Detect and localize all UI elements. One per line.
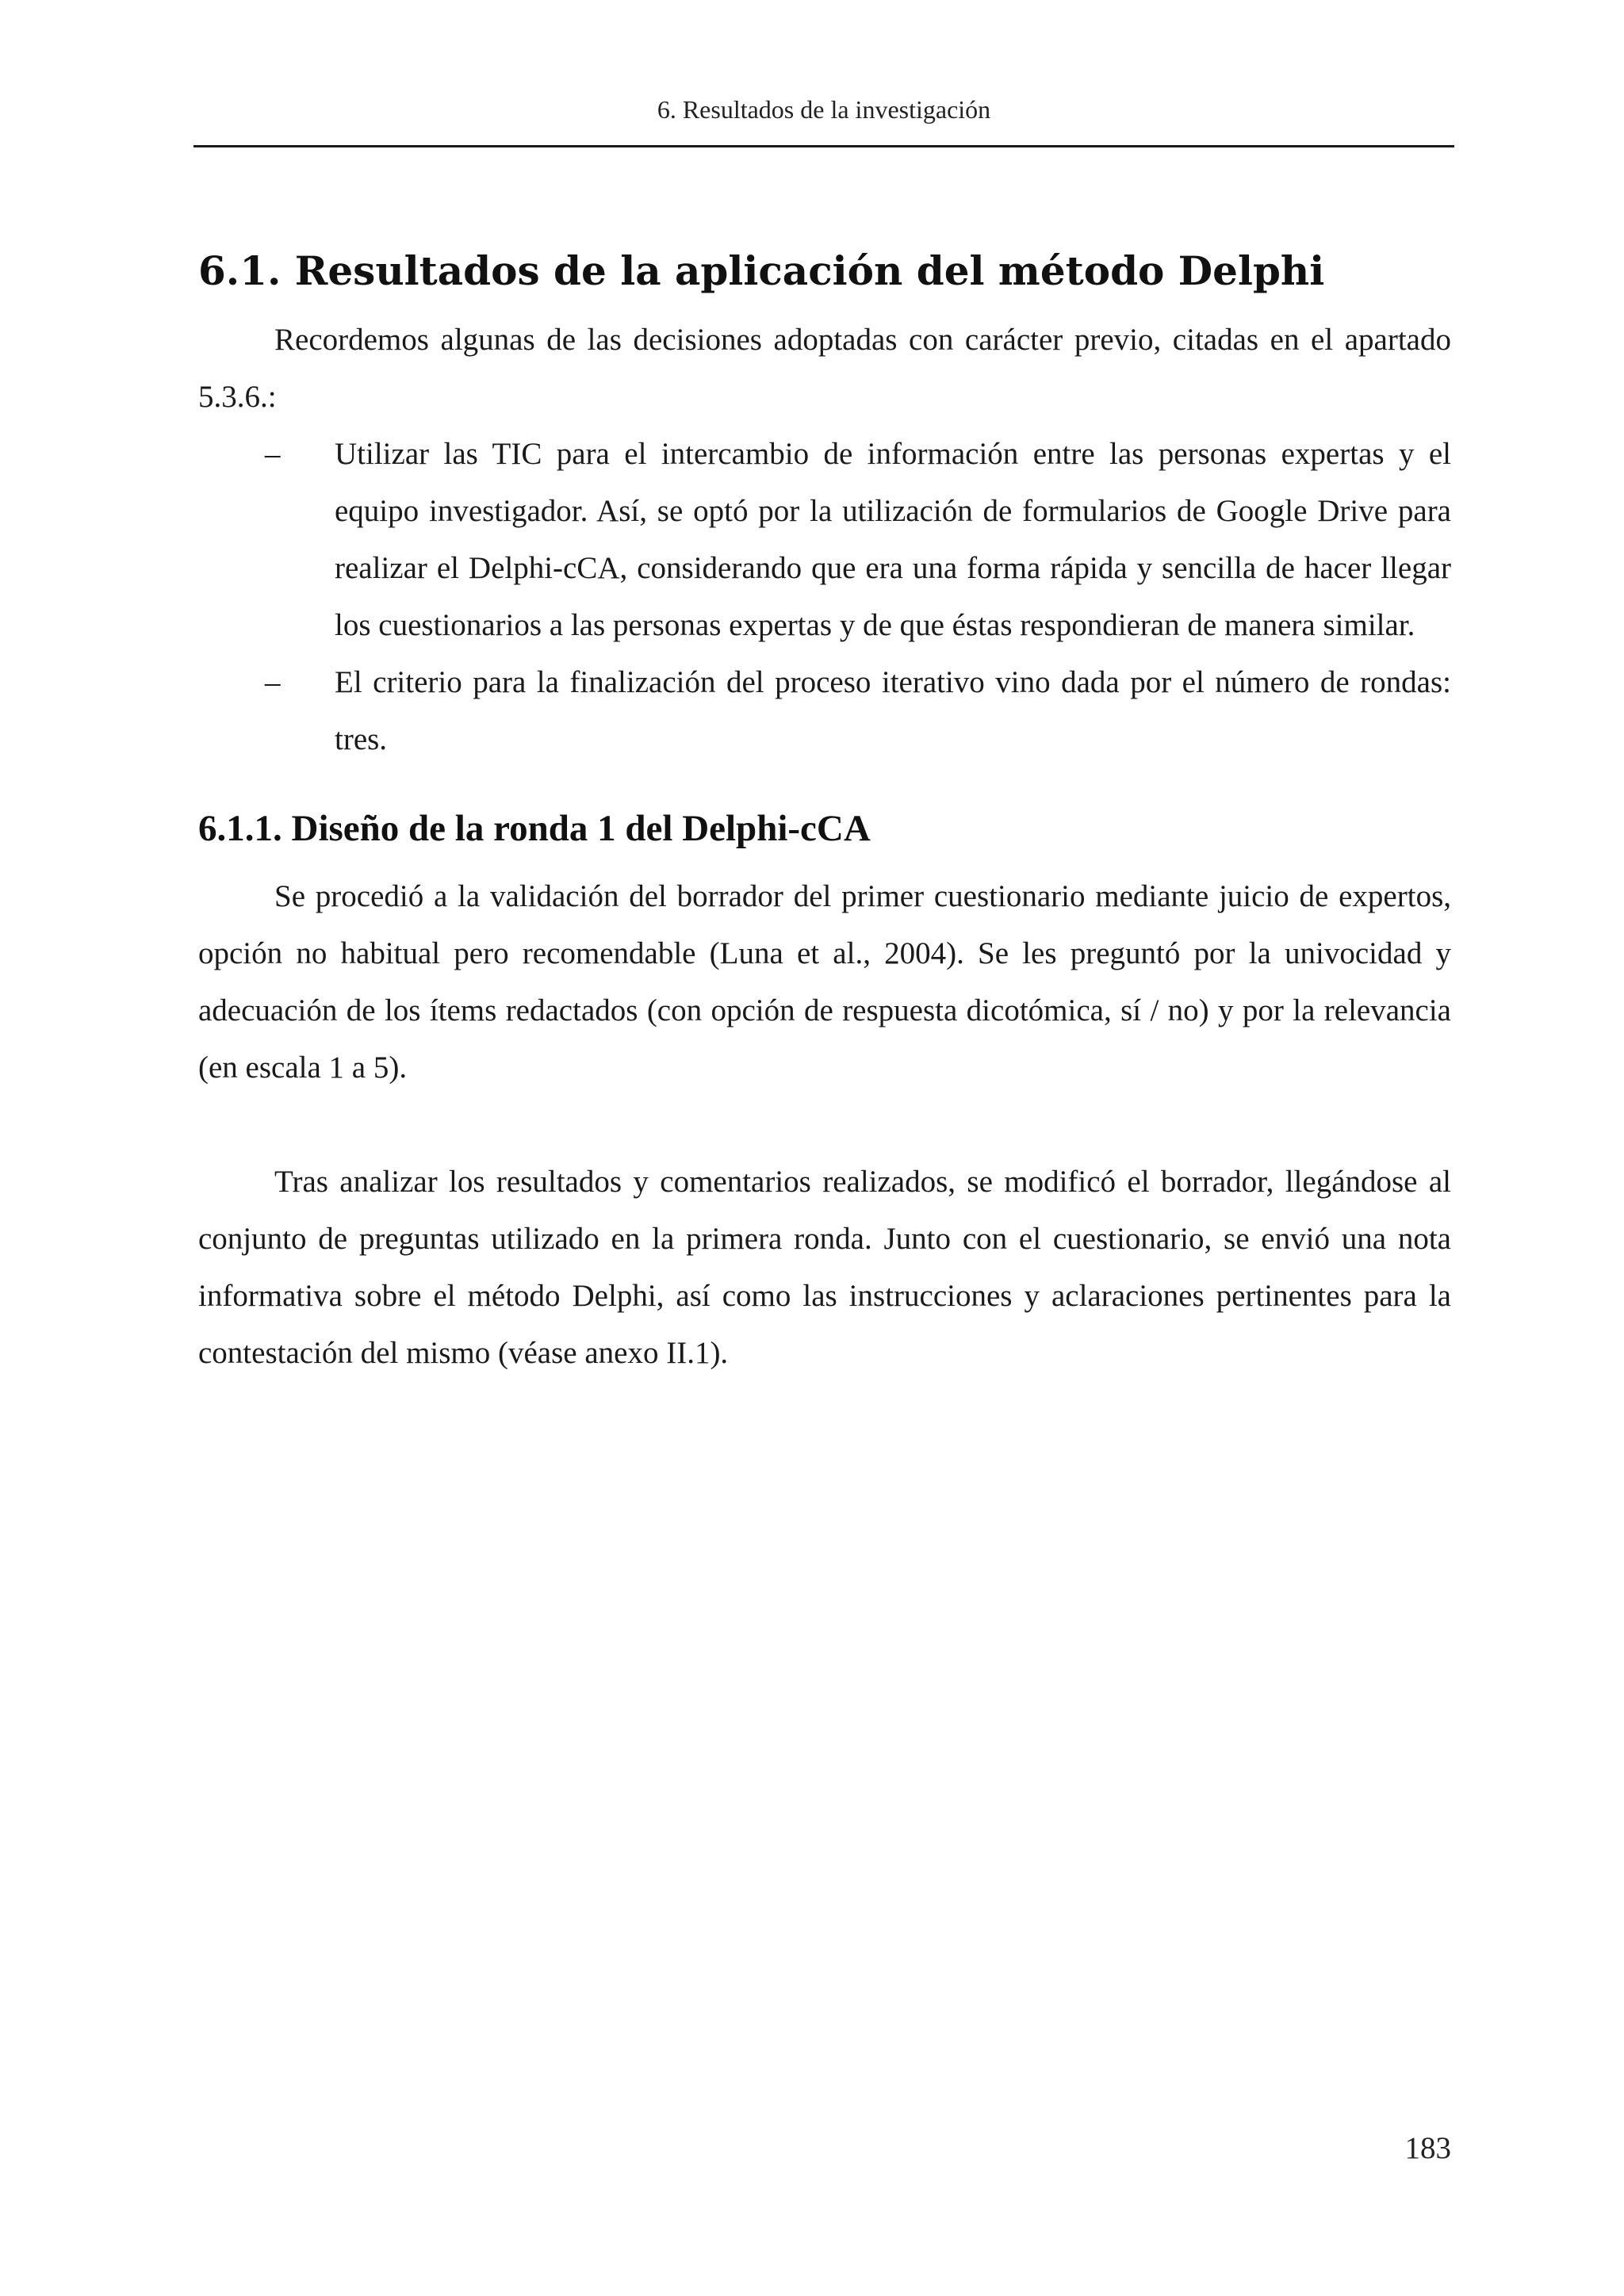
page-number: 183 [1404,2131,1451,2165]
dash-bullet: – [265,665,281,699]
running-header: 6. Resultados de la investigación [657,95,991,124]
list-item [265,426,1451,654]
body-paragraph: Se procedió a la validación del borrador del primer cuestionario mediante juicio de expertos, opción no habitual pero recomendable (Luna et al., 2004). Se les preguntó por la univocidad y adecuación de los ítems redactados (con opción de respuesta dicotómica, sí / no) y por la relevancia (en escala 1 a 5). [198,879,1451,1085]
header-rule [193,145,1454,147]
list-item-text: Utilizar las TIC para el intercambio de información entre las personas expertas y el equipo investigador. Así, se optó por la utilización de formularios de Google Drive para realizar el Delphi-cCA, considerando que era una forma rápida y sencilla de hacer llegar los cuestionarios a las personas expertas y de que éstas respondieran de manera similar. [335,437,1451,642]
subsection-title: 6.1.1. Diseño de la ronda 1 del Delphi-cCA [198,808,871,849]
list-item-text: El criterio para la finalización del proceso iterativo vino dada por el número de rondas: tres. [335,665,1451,756]
intro-paragraph: Recordemos algunas de las decisiones adoptadas con carácter previo, citadas en el apartado 5.3.6.: [198,323,1451,414]
list-item [265,654,1451,768]
section-title: 6.1. Resultados de la aplicación del método Delphi [198,247,1325,294]
body-paragraph: Tras analizar los resultados y comentarios realizados, se modificó el borrador, llegándose al conjunto de preguntas utilizado en la primera ronda. Junto con el cuestionario, se envió una nota informativa sobre el método Delphi, así como las instrucciones y aclaraciones pertinentes para la contestación del mismo (véase anexo II.1). [198,1165,1451,1370]
dash-bullet: – [265,437,281,471]
decision-list [198,426,1451,768]
page-body [198,242,1451,1382]
